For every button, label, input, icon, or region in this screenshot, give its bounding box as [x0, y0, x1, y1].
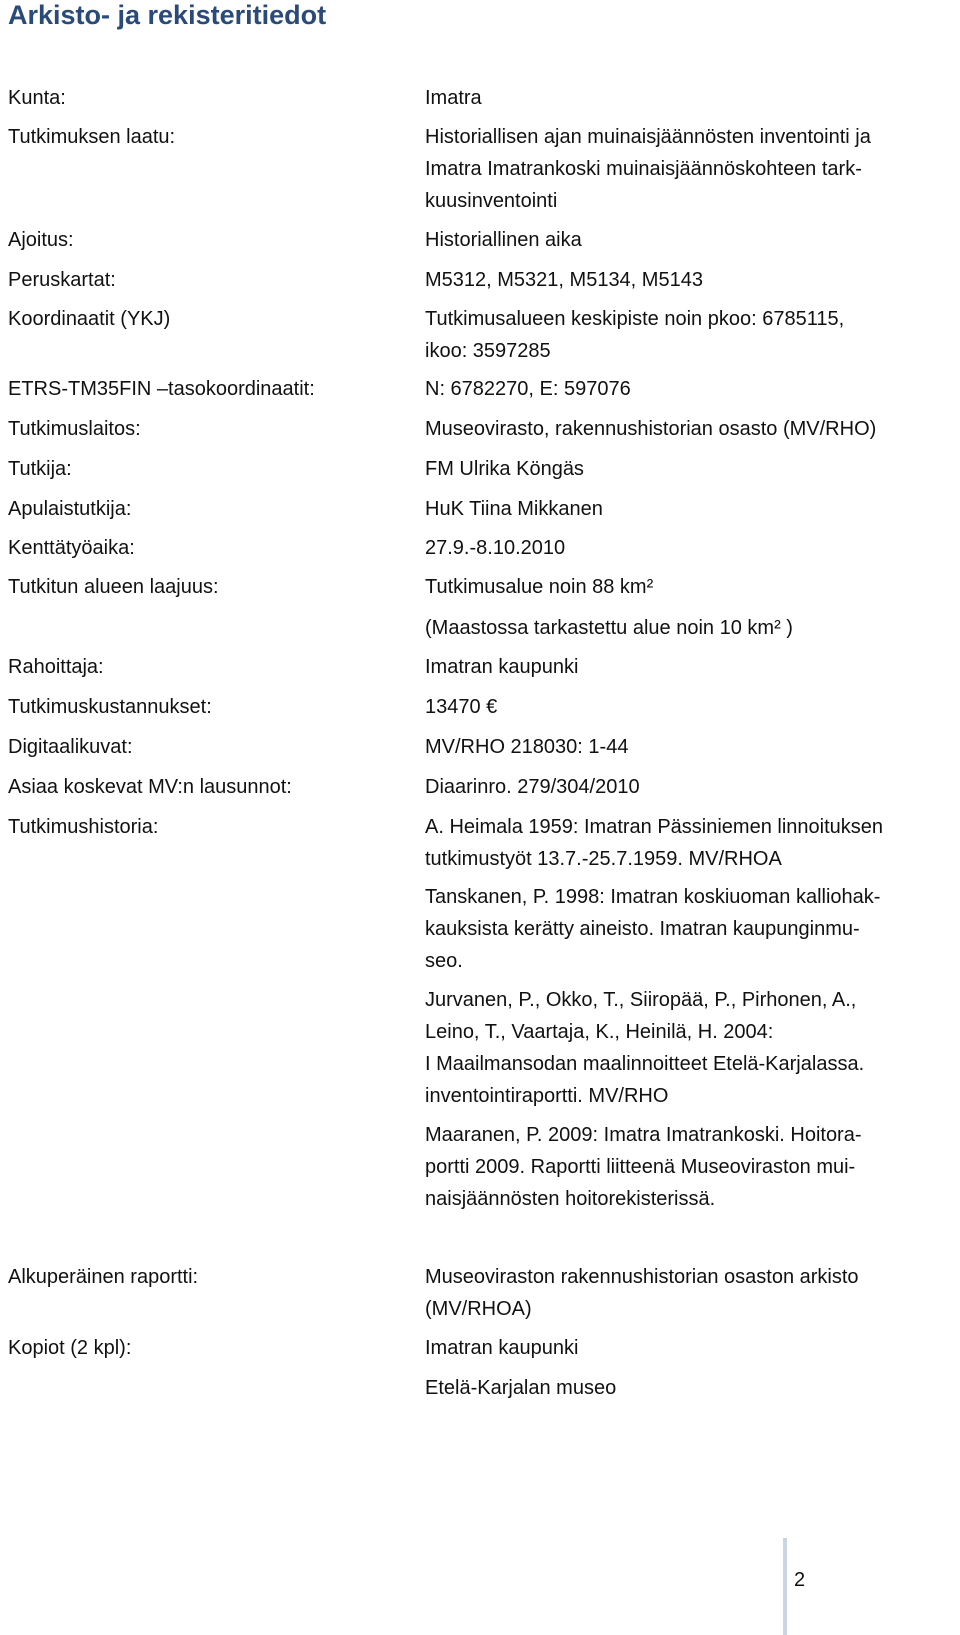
lausunnot-value: Diaarinro. 279/304/2010 — [425, 776, 640, 798]
lausunnot-label: Asiaa koskevat MV:n lausunnot: — [8, 776, 292, 798]
laatu-line: Imatra Imatrankoski muinaisjäännöskohteen tark- — [425, 158, 862, 180]
apulainen-label: Apulaistutkija: — [8, 498, 132, 520]
etrs-value: N: 6782270, E: 597076 — [425, 378, 631, 400]
laatu-label: Tutkimuksen laatu: — [8, 126, 176, 148]
historia-entry — [425, 1119, 955, 1215]
historia-line: Leino, T., Vaartaja, K., Heinilä, H. 2004: — [425, 1021, 774, 1043]
historia-line: kauksista kerätty aineisto. Imatran kaupunginmu- — [425, 918, 860, 940]
historia-line: Tanskanen, P. 1998: Imatran koskiuoman kalliohak- — [425, 886, 881, 908]
historia-line: Maaranen, P. 2009: Imatra Imatrankoski. Hoitora- — [425, 1124, 862, 1146]
alkuperainen-line: Museoviraston rakennushistorian osaston arkisto — [425, 1266, 859, 1288]
alkuperainen-label: Alkuperäinen raportti: — [8, 1266, 199, 1288]
peruskartat-label: Peruskartat: — [8, 269, 116, 291]
kopiot-value: Imatran kaupunki — [425, 1337, 579, 1359]
tutkija-value: FM Ulrika Köngäs — [425, 458, 584, 480]
kenttatyo-label: Kenttätyöaika: — [8, 537, 135, 559]
historia-line: Jurvanen, P., Okko, T., Siiropää, P., Pirhonen, A., — [425, 989, 857, 1011]
historia-line: seo. — [425, 950, 463, 972]
historia-entry — [425, 811, 955, 875]
alkuperainen-value — [425, 1261, 955, 1325]
historia-line: inventointiraportti. MV/RHO — [425, 1085, 669, 1107]
laajuus-value-2: (Maastossa tarkastettu alue noin 10 km² ) — [425, 617, 793, 639]
rahoittaja-label: Rahoittaja: — [8, 656, 104, 678]
laatu-line: kuusinventointi — [425, 190, 558, 212]
page-bar-divider — [783, 1538, 787, 1635]
historia-line: I Maailmansodan maalinnoitteet Etelä-Karjalassa. — [425, 1053, 865, 1075]
historia-label: Tutkimushistoria: — [8, 816, 159, 838]
koordinaatit-line: Tutkimusalueen keskipiste noin pkoo: 6785115, — [425, 308, 845, 330]
kopiot-label: Kopiot (2 kpl): — [8, 1337, 132, 1359]
alkuperainen-line: (MV/RHOA) — [425, 1298, 532, 1320]
laatu-value — [425, 121, 955, 217]
rahoittaja-value: Imatran kaupunki — [425, 656, 579, 678]
kunta-value: Imatra — [425, 87, 482, 109]
digikuvat-label: Digitaalikuvat: — [8, 736, 133, 758]
historia-entry — [425, 984, 955, 1112]
historia-entry — [425, 881, 955, 977]
historia-line: tutkimustyöt 13.7.-25.7.1959. MV/RHOA — [425, 848, 782, 870]
koordinaatit-line: ikoo: 3597285 — [425, 340, 551, 362]
historia-line: A. Heimala 1959: Imatran Pässiniemen linnoituksen — [425, 816, 884, 838]
kustannukset-label: Tutkimuskustannukset: — [8, 696, 212, 718]
ajoitus-value: Historiallinen aika — [425, 229, 582, 251]
ajoitus-label: Ajoitus: — [8, 229, 74, 251]
laitos-label: Tutkimuslaitos: — [8, 418, 141, 440]
laatu-line: Historiallisen ajan muinaisjäännösten inventointi ja — [425, 126, 871, 148]
koordinaatit-value — [425, 303, 955, 367]
laajuus-label: Tutkitun alueen laajuus: — [8, 576, 219, 598]
kopiot-value-2: Etelä-Karjalan museo — [425, 1377, 617, 1399]
kunta-label: Kunta: — [8, 87, 66, 109]
document-title: Arkisto- ja rekisteritiedot — [8, 0, 327, 30]
apulainen-value: HuK Tiina Mikkanen — [425, 498, 603, 520]
laitos-value: Museovirasto, rakennushistorian osasto (MV/RHO) — [425, 418, 877, 440]
historia-line: naisjäännösten hoitorekisterissä. — [425, 1188, 716, 1210]
kenttatyo-value: 27.9.-8.10.2010 — [425, 537, 566, 559]
page-number: 2 — [794, 1569, 806, 1591]
peruskartat-value: M5312, M5321, M5134, M5143 — [425, 269, 703, 291]
tutkija-label: Tutkija: — [8, 458, 72, 480]
laajuus-value: Tutkimusalue noin 88 km² — [425, 576, 654, 598]
kustannukset-value: 13470 € — [425, 696, 498, 718]
koordinaatit-label: Koordinaatit (YKJ) — [8, 308, 171, 330]
historia-line: portti 2009. Raportti liitteenä Museoviraston mui- — [425, 1156, 856, 1178]
digikuvat-value: MV/RHO 218030: 1-44 — [425, 736, 629, 758]
etrs-label: ETRS-TM35FIN –tasokoordinaatit: — [8, 378, 315, 400]
